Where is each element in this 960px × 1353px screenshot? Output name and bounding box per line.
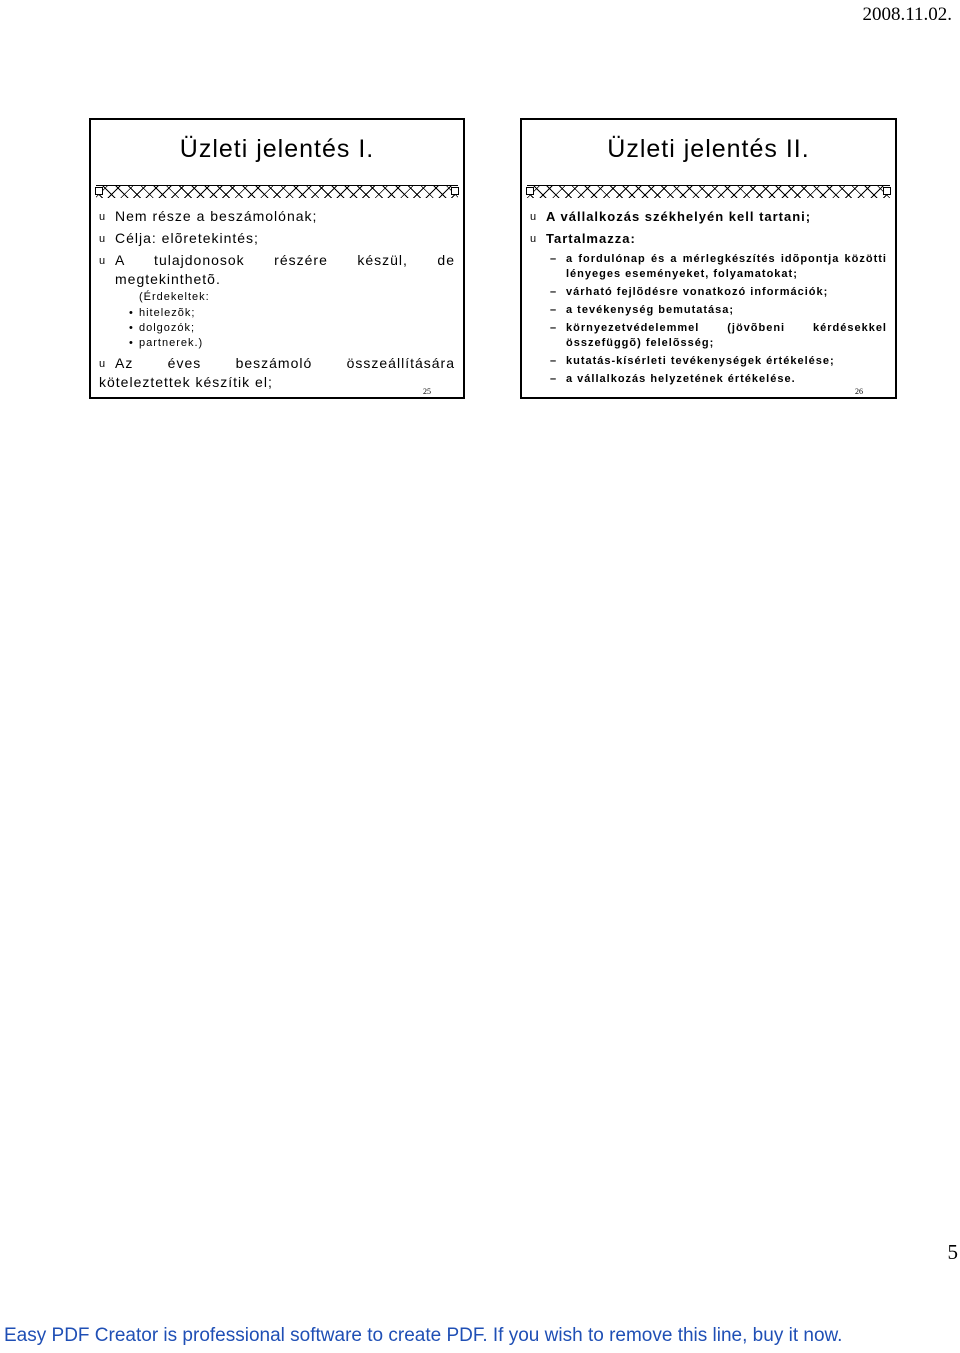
bullet-icon: u: [99, 211, 106, 223]
list-item: [99, 252, 455, 271]
slide-title: Üzleti jelentés II.: [607, 135, 810, 163]
dash-item-text: a tevékenység bemutatása;: [566, 304, 735, 316]
dash-item-text: várható fejlõdésre vonatkozó információk;: [566, 286, 829, 298]
list-item: [99, 230, 455, 249]
dash-item: [530, 372, 887, 387]
bullet-icon: u: [530, 211, 537, 223]
slide-25: [89, 118, 465, 399]
page-date: 2008.11.02.: [862, 4, 952, 25]
sub-item-text: dolgozók;: [139, 322, 196, 334]
sub-item: [99, 306, 455, 321]
sub-bullet-icon: •: [129, 322, 134, 334]
sub-item: [99, 336, 455, 351]
sub-item-text: hitelezõk;: [139, 307, 196, 319]
sub-bullet-icon: •: [129, 307, 134, 319]
decorative-divider: [96, 185, 458, 198]
list-item-text: Célja: elõretekintés;: [115, 230, 259, 246]
dash-item-text: környezetvédelemmel (jövõbeni kérdésekkel összefüggõ) felelõsség;: [566, 322, 887, 349]
dash-item-text: a fordulónap és a mérlegkészítés idõpontja közötti lényeges eseményeket, folyamatokat;: [566, 253, 887, 280]
dash-bullet-icon: –: [550, 304, 557, 316]
dash-bullet-icon: –: [550, 373, 557, 385]
dash-item: [530, 303, 887, 318]
dash-bullet-icon: –: [550, 355, 557, 367]
slide-number: 26: [855, 387, 863, 396]
list-item-text: A vállalkozás székhelyén kell tartani;: [546, 209, 812, 224]
list-item: [530, 208, 887, 227]
dash-item: [530, 354, 887, 369]
footer-notice: Easy PDF Creator is professional software to create PDF. If you wish to remove this line, buy it now.: [4, 1325, 843, 1346]
sub-bullet-icon: •: [129, 337, 134, 349]
dash-bullet-icon: –: [550, 286, 557, 298]
dash-item-text: a vállalkozás helyzetének értékelése.: [566, 373, 796, 385]
dash-item: [530, 252, 887, 282]
dash-item-text: kutatás-kísérleti tevékenységek értékelése;: [566, 355, 835, 367]
list-item-text: Tartalmazza:: [546, 231, 636, 246]
bullet-icon: u: [99, 255, 106, 267]
decorative-divider: [527, 185, 890, 198]
list-item-text: A tulajdonosok részére készül, de: [115, 252, 455, 268]
slide-number: 25: [423, 387, 431, 396]
list-item: [99, 355, 455, 374]
slide-26: [520, 118, 897, 399]
list-item-continuation: köteleztettek készítik el;: [99, 374, 273, 390]
slide-title: Üzleti jelentés I.: [179, 135, 375, 163]
bullet-icon: u: [99, 358, 106, 370]
list-item-continuation: megtekinthetõ.: [115, 271, 221, 287]
dash-bullet-icon: –: [550, 253, 557, 265]
dash-bullet-icon: –: [550, 322, 557, 334]
slide-body: [530, 208, 887, 390]
page-number: 5: [947, 1240, 958, 1264]
list-item: [530, 230, 887, 249]
slide-body: [99, 208, 455, 393]
bullet-icon: u: [530, 233, 537, 245]
list-item-text: Az éves beszámoló összeállítására: [115, 355, 455, 371]
dash-item: [530, 285, 887, 300]
sub-item-text: partnerek.): [139, 337, 204, 349]
bullet-icon: u: [99, 233, 106, 245]
list-item-text: Nem része a beszámolónak;: [115, 208, 318, 224]
stakeholders-note: (Érdekeltek:: [139, 291, 210, 303]
dash-item: [530, 321, 887, 351]
list-item: [99, 208, 455, 227]
sub-item: [99, 321, 455, 336]
